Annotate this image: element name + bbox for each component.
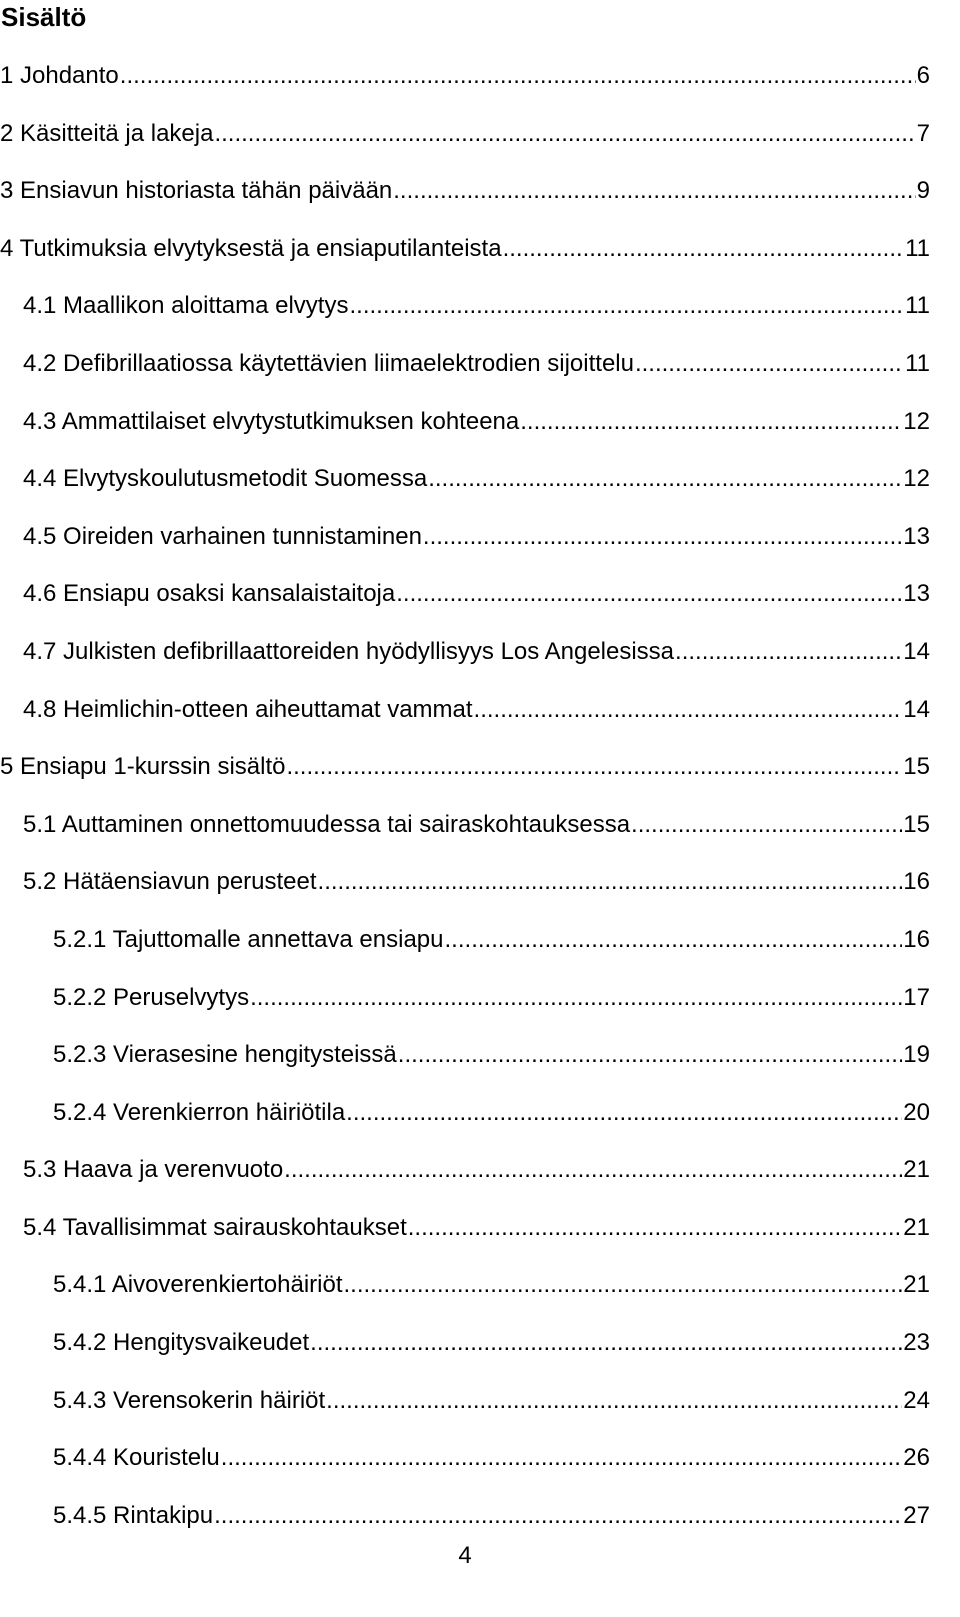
toc-page-number: 9 xyxy=(916,177,930,205)
toc-page-number: 24 xyxy=(903,1386,930,1414)
toc-page-number: 23 xyxy=(903,1329,930,1357)
toc-entry[interactable] xyxy=(0,576,930,634)
toc-page-number: 15 xyxy=(903,810,930,838)
toc-entry[interactable] xyxy=(0,1095,930,1153)
toc-leader-dots xyxy=(408,1210,903,1246)
toc-entry-text: 5.4.4 Kouristelu xyxy=(53,1444,220,1472)
toc-leader-dots xyxy=(474,692,903,728)
toc-page-number: 11 xyxy=(905,292,930,320)
toc-entry[interactable] xyxy=(0,749,930,807)
toc-entry-text: 4.5 Oireiden varhainen tunnistaminen xyxy=(23,522,422,550)
toc-entry-text: 5.2.1 Tajuttomalle annettava ensiapu xyxy=(53,925,444,953)
toc-leader-dots xyxy=(520,404,902,440)
toc-entry-text: 4.7 Julkisten defibrillaattoreiden hyödyllisyys Los Angelesissa xyxy=(23,637,675,665)
toc-entry[interactable] xyxy=(0,1383,930,1441)
toc-entry[interactable] xyxy=(0,173,930,231)
table-of-contents xyxy=(0,58,930,1555)
toc-leader-dots xyxy=(326,1383,902,1419)
toc-entry-text: 4.4 Elvytyskoulutusmetodit Suomessa xyxy=(23,465,428,493)
toc-page-number: 21 xyxy=(903,1271,930,1299)
toc-page-number: 17 xyxy=(903,983,930,1011)
toc-entry-text: 5.1 Auttaminen onnettomuudessa tai sairaskohtauksessa xyxy=(23,810,631,838)
toc-leader-dots xyxy=(396,576,902,612)
toc-leader-dots xyxy=(214,116,915,152)
toc-leader-dots xyxy=(318,864,903,900)
toc-entry[interactable] xyxy=(0,1152,930,1210)
toc-leader-dots xyxy=(635,346,904,382)
toc-page-number: 13 xyxy=(903,522,930,550)
toc-page-number: 19 xyxy=(903,1041,930,1069)
toc-entry[interactable] xyxy=(0,1210,930,1268)
toc-entry-text: 5.2.2 Peruselvytys xyxy=(53,983,250,1011)
toc-entry[interactable] xyxy=(0,288,930,346)
toc-entry[interactable] xyxy=(0,1440,930,1498)
toc-entry-text: 5.4.2 Hengitysvaikeudet xyxy=(53,1329,310,1357)
toc-leader-dots xyxy=(428,461,902,497)
toc-entry-text: 3 Ensiavun historiasta tähän päivään xyxy=(0,177,393,205)
toc-entry-text: 5.4 Tavallisimmat sairauskohtaukset xyxy=(23,1213,407,1241)
toc-entry-text: 4.1 Maallikon aloittama elvytys xyxy=(23,292,349,320)
toc-leader-dots xyxy=(346,1095,902,1131)
toc-page-number: 14 xyxy=(903,637,930,665)
toc-entry-text: 1 Johdanto xyxy=(0,62,119,89)
toc-entry-text: 4 Tutkimuksia elvytyksestä ja ensiaputilanteista xyxy=(0,234,502,262)
toc-entry[interactable] xyxy=(0,1325,930,1383)
toc-entry-text: 5.3 Haava ja verenvuoto xyxy=(23,1156,284,1184)
toc-entry[interactable] xyxy=(0,980,930,1038)
toc-entry-text: 5.4.5 Rintakipu xyxy=(53,1501,214,1529)
toc-entry-text: 5.2.3 Vierasesine hengitysteissä xyxy=(53,1041,397,1069)
toc-page-number: 16 xyxy=(903,925,930,953)
toc-page-number: 13 xyxy=(903,580,930,608)
toc-leader-dots xyxy=(214,1498,902,1534)
toc-entry-text: 5 Ensiapu 1-kurssin sisältö xyxy=(0,753,286,781)
toc-entry-text: 2 Käsitteitä ja lakeja xyxy=(0,119,214,147)
toc-entry[interactable] xyxy=(0,519,930,577)
toc-page-number: 11 xyxy=(905,349,930,377)
toc-page-number: 27 xyxy=(903,1501,930,1529)
page-title: Sisältö xyxy=(1,2,87,32)
toc-leader-dots xyxy=(445,922,903,958)
page-number: 4 xyxy=(458,1542,472,1569)
toc-page-number: 16 xyxy=(903,868,930,896)
toc-page-number: 12 xyxy=(903,465,930,493)
toc-entry[interactable] xyxy=(0,922,930,980)
toc-page-number: 15 xyxy=(903,753,930,781)
toc-leader-dots xyxy=(221,1440,903,1476)
toc-leader-dots xyxy=(310,1325,902,1361)
toc-leader-dots xyxy=(284,1152,902,1188)
toc-entry[interactable] xyxy=(0,864,930,922)
toc-entry[interactable] xyxy=(0,807,930,865)
toc-entry[interactable] xyxy=(0,634,930,692)
toc-page-number: 20 xyxy=(903,1098,930,1126)
toc-entry[interactable] xyxy=(0,231,930,289)
toc-leader-dots xyxy=(631,807,902,843)
toc-entry-text: 5.2 Hätäensiavun perusteet xyxy=(23,868,317,896)
toc-page-number: 6 xyxy=(916,62,930,89)
toc-page-number: 21 xyxy=(903,1213,930,1241)
toc-entry[interactable] xyxy=(0,346,930,404)
toc-entry-text: 4.3 Ammattilaiset elvytystutkimuksen kohteena xyxy=(23,407,520,435)
toc-page-number: 12 xyxy=(903,407,930,435)
toc-page-number: 11 xyxy=(905,234,930,262)
toc-entry[interactable] xyxy=(0,116,930,174)
toc-leader-dots xyxy=(120,58,916,94)
toc-leader-dots xyxy=(344,1267,903,1303)
toc-leader-dots xyxy=(398,1037,903,1073)
toc-leader-dots xyxy=(393,173,915,209)
toc-entry-text: 5.4.3 Verensokerin häiriöt xyxy=(53,1386,326,1414)
toc-entry[interactable] xyxy=(0,58,930,116)
toc-page-number: 26 xyxy=(903,1444,930,1472)
toc-entry[interactable] xyxy=(0,1037,930,1095)
toc-leader-dots xyxy=(349,288,904,324)
toc-leader-dots xyxy=(675,634,902,670)
toc-leader-dots xyxy=(286,749,902,785)
toc-entry[interactable] xyxy=(0,1267,930,1325)
toc-page-number: 7 xyxy=(916,119,930,147)
toc-entry-text: 4.2 Defibrillaatiossa käytettävien liimaelektrodien sijoittelu xyxy=(23,349,634,377)
toc-leader-dots xyxy=(250,980,902,1016)
toc-page-number: 14 xyxy=(903,695,930,723)
toc-entry-text: 4.6 Ensiapu osaksi kansalaistaitoja xyxy=(23,580,396,608)
toc-entry[interactable] xyxy=(0,692,930,750)
toc-leader-dots xyxy=(423,519,902,555)
toc-entry[interactable] xyxy=(0,461,930,519)
toc-leader-dots xyxy=(503,231,905,267)
toc-entry-text: 4.8 Heimlichin-otteen aiheuttamat vammat xyxy=(23,695,473,723)
toc-entry-text: 5.2.4 Verenkierron häiriötila xyxy=(53,1098,346,1126)
toc-entry[interactable] xyxy=(0,404,930,462)
toc-page-number: 21 xyxy=(903,1156,930,1184)
toc-entry-text: 5.4.1 Aivoverenkiertohäiriöt xyxy=(53,1271,343,1299)
